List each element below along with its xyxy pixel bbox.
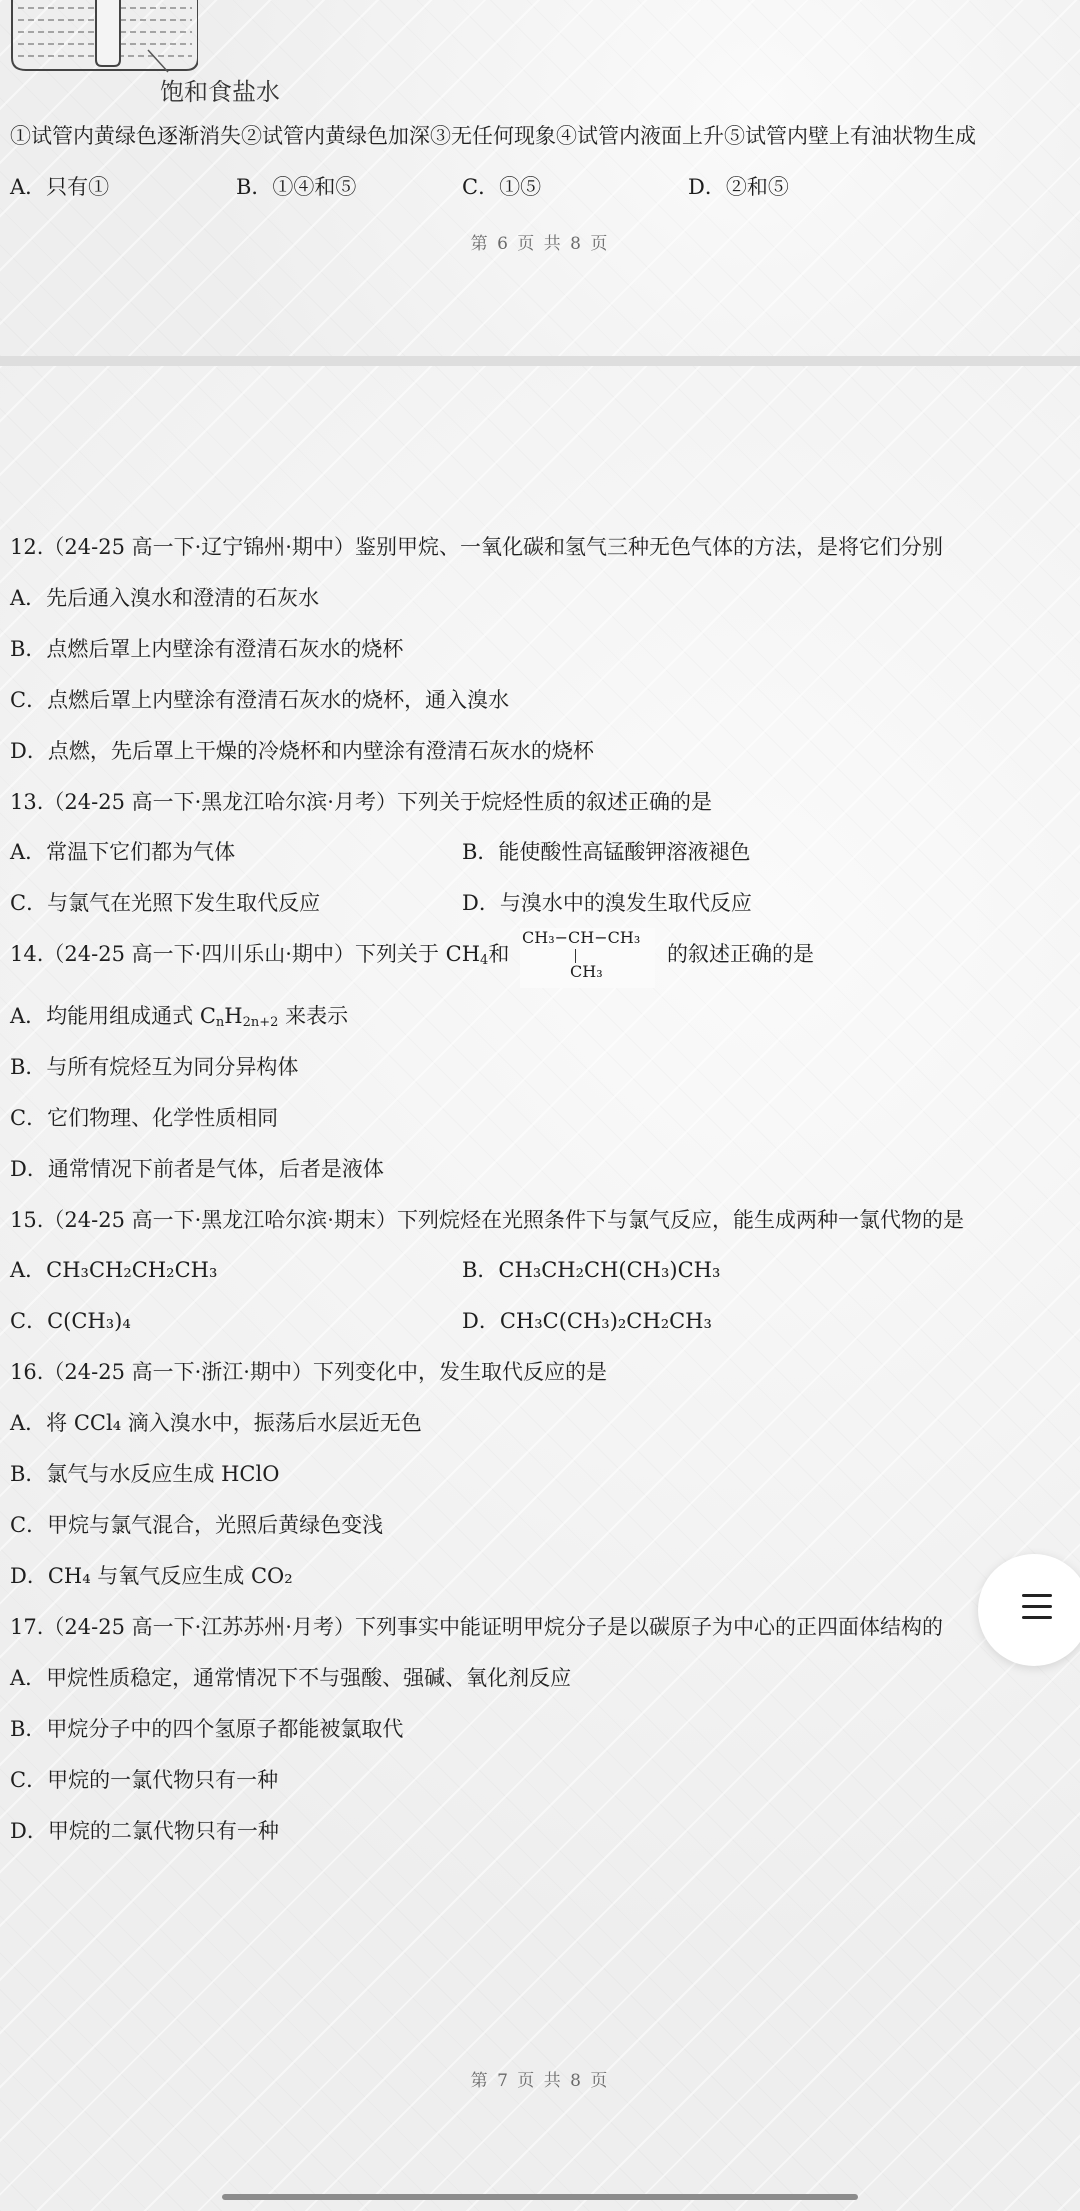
hamburger-menu-icon	[1022, 1594, 1052, 1620]
q14-a-sub: 2n+2	[242, 1015, 279, 1030]
question-17-option-d: D．甲烷的二氯代物只有一种	[10, 1819, 279, 1843]
document-page-6	[0, 0, 1080, 356]
isobutane-structure	[520, 928, 655, 988]
structure-bond	[575, 949, 576, 963]
home-indicator[interactable]	[222, 2194, 858, 2200]
question-17-stem: 17.（24-25 高一下·江苏苏州·月考）下列事实中能证明甲烷分子是以碳原子为中心的正四面体结构的	[10, 1615, 943, 1639]
question-16-option-a: A．将 CCl₄ 滴入溴水中，振荡后水层近无色	[10, 1411, 422, 1435]
question-16-stem: 16.（24-25 高一下·浙江·期中）下列变化中，发生取代反应的是	[10, 1360, 607, 1384]
question-14-option-b: B．与所有烷烃互为同分异构体	[10, 1055, 299, 1079]
question-13-option-a: A．常温下它们都为气体	[10, 840, 236, 864]
question-15-option-a: A．CH₃CH₂CH₂CH₃	[10, 1258, 218, 1282]
isobutane-structure-top: CH₃−CH−CH₃	[522, 928, 641, 947]
question-13-option-b: B．能使酸性高锰酸钾溶液褪色	[462, 840, 751, 864]
question-16-option-c: C．甲烷与氯气混合，光照后黄绿色变浅	[10, 1513, 384, 1537]
question-13-option-d: D．与溴水中的溴发生取代反应	[462, 891, 752, 915]
option-c: C．①⑤	[462, 175, 542, 199]
question-12-stem: 12.（24-25 高一下·辽宁锦州·期中）鉴别甲烷、一氧化碳和氢气三种无色气体的方法，是将它们分别	[10, 535, 943, 559]
question-16-option-b: B．氯气与水反应生成 HClO	[10, 1462, 280, 1486]
question-17-option-b: B．甲烷分子中的四个氢原子都能被氯取代	[10, 1717, 404, 1741]
question-14-stem-mid: 和	[488, 942, 510, 966]
question-16-option-d: D．CH₄ 与氧气反应生成 CO₂	[10, 1564, 293, 1588]
beaker-diagram	[8, 0, 198, 75]
question-12-option-a: A．先后通入溴水和澄清的石灰水	[10, 586, 320, 610]
isobutane-structure-bottom: CH₃	[570, 962, 603, 981]
document-page-7	[0, 366, 1080, 2211]
question-12-option-b: B．点燃后罩上内壁涂有澄清石灰水的烧杯	[10, 637, 404, 661]
observation-statements: ①试管内黄绿色逐渐消失②试管内黄绿色加深③无任何现象④试管内液面上升⑤试管内壁上有油状物生成	[10, 124, 976, 148]
question-14-stem-sub: 4	[480, 953, 489, 968]
question-15-option-d: D．CH₃C(CH₃)₂CH₂CH₃	[462, 1309, 712, 1333]
q14-a-suffix: 来表示	[278, 1004, 349, 1028]
option-b: B．①④和⑤	[236, 175, 357, 199]
page-separator	[0, 356, 1080, 366]
page-footer: 第 7 页 共 8 页	[470, 2071, 610, 2091]
q14-a-n: n	[215, 1015, 225, 1030]
q14-a-h: H	[224, 1004, 243, 1028]
question-13-stem: 13.（24-25 高一下·黑龙江哈尔滨·月考）下列关于烷烃性质的叙述正确的是	[10, 790, 712, 814]
option-a: A．只有①	[10, 175, 110, 199]
question-13-option-c: C．与氯气在光照下发生取代反应	[10, 891, 321, 915]
beaker-caption: 饱和食盐水	[160, 78, 280, 106]
option-d: D．②和⑤	[688, 175, 789, 199]
page-footer: 第 6 页 共 8 页	[470, 234, 610, 254]
question-14-stem-end: 的叙述正确的是	[667, 942, 814, 966]
question-15-stem: 15.（24-25 高一下·黑龙江哈尔滨·期末）下列烷烃在光照条件下与氯气反应，能生成两种一氯代物的是	[10, 1208, 964, 1232]
question-14-option-c: C．它们物理、化学性质相同	[10, 1106, 279, 1130]
menu-button[interactable]	[978, 1554, 1080, 1666]
question-14-stem-before: 14.（24-25 高一下·四川乐山·期中）下列关于 CH	[10, 942, 481, 966]
question-12-option-d: D．点燃，先后罩上干燥的冷烧杯和内壁涂有澄清石灰水的烧杯	[10, 739, 594, 763]
question-14-stem-start	[10, 939, 509, 976]
question-15-option-c: C．C(CH₃)₄	[10, 1309, 131, 1333]
question-12-option-c: C．点燃后罩上内壁涂有澄清石灰水的烧杯，通入溴水	[10, 688, 510, 712]
question-17-option-c: C．甲烷的一氯代物只有一种	[10, 1768, 279, 1792]
question-17-option-a: A．甲烷性质稳定，通常情况下不与强酸、强碱、氧化剂反应	[10, 1666, 572, 1690]
question-14-option-d: D．通常情况下前者是气体，后者是液体	[10, 1157, 384, 1181]
q14-a-prefix: A．均能用组成通式 C	[10, 1004, 216, 1028]
question-15-option-b: B．CH₃CH₂CH(CH₃)CH₃	[462, 1258, 721, 1282]
question-14-option-a	[10, 1001, 348, 1038]
